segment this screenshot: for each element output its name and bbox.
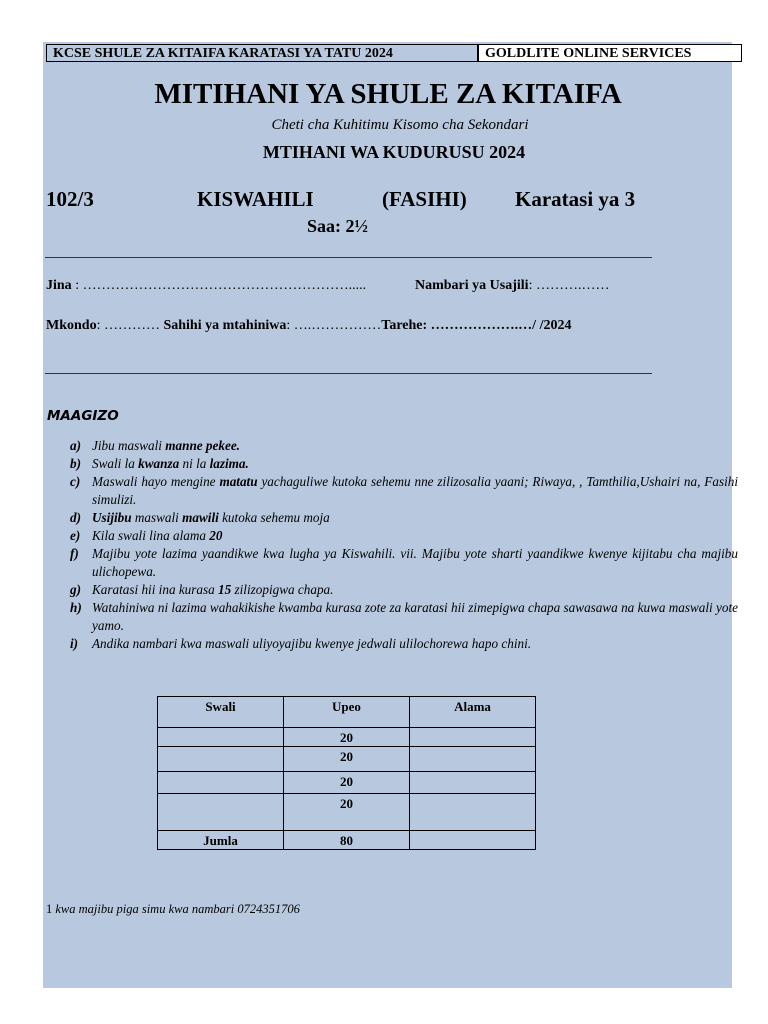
instruction-text: Kila swali lina alama [92,528,210,543]
page-title: MITIHANI YA SHULE ZA KITAIFA [154,78,622,110]
instruction-text: Swali la [92,456,139,471]
registration-label: Nambari ya Usajili [415,278,529,293]
instruction-marker: d) [70,510,81,525]
table-cell [158,772,284,794]
name-dots: : …………………………………………………..... [71,278,367,293]
instruction-marker: a) [70,438,81,453]
divider-top [45,257,652,258]
subject-name [197,187,314,212]
instruction-text: Jibu maswali [92,438,166,453]
header-publisher: GOLDLITE ONLINE SERVICES [478,44,742,62]
table-header: Upeo [284,697,410,728]
subject-label: KISWAHILI [197,187,314,211]
table-cell: 20 [284,794,410,831]
table-cell: 20 [284,747,410,772]
instruction-marker: g) [70,582,81,597]
table-row [158,794,536,831]
table-cell [410,728,536,747]
registration-dots: : ……….…… [528,278,610,293]
instruction-marker: e) [70,528,81,543]
table-cell: 20 [284,728,410,747]
footer-text: kwa majibu piga simu kwa nambari 0724351706 [52,902,300,916]
stream-dots: : ………… [96,318,164,333]
table-row [158,728,536,747]
instruction-item [46,455,738,473]
table-cell [158,747,284,772]
table-row [158,772,536,794]
instruction-text: lazima. [209,456,249,471]
signature-dots: : ….…………… [286,318,382,333]
stream-label: Mkondo [46,318,97,333]
marks-table [157,696,536,850]
exam-duration: Saa: 2½ [307,216,369,236]
instruction-marker: c) [70,474,81,489]
instruction-text: matatu [219,474,258,489]
name-label: Jina [46,278,72,293]
instruction-item [46,437,738,455]
paper-number: Karatasi ya 3 [515,187,636,211]
table-cell: Jumla [158,831,284,850]
instruction-marker: b) [70,456,81,471]
instruction-item [46,473,738,509]
instruction-item [46,527,738,545]
registration-field [415,278,609,294]
instruction-text: Watahiniwa ni lazima wahakikishe kwamba kurasa zote za karatasi hii zimepigwa chapa sawasawa na kuwa maswali yote yamo. [92,600,738,633]
header-exam-series: KCSE SHULE ZA KITAIFA KARATASI YA TATU 2024 [46,44,478,62]
table-header-row [158,697,536,728]
instruction-marker: f) [70,546,79,561]
instructions-list [46,437,738,653]
instruction-marker: h) [70,600,82,615]
instruction-item [46,581,738,599]
date-label: Tarehe: ……………….…/ /2024 [381,318,572,333]
instruction-text: maswali [131,510,183,525]
table-cell [410,772,536,794]
paper-code: 102/3 [46,187,94,211]
instruction-text: mawili [182,510,219,525]
instructions-heading: MAAGIZO [47,408,119,424]
instruction-item [46,545,738,581]
instruction-text: ni la [179,456,210,471]
stream-sign-date-fields [46,318,571,334]
table-cell: 20 [284,772,410,794]
table-row [158,747,536,772]
instruction-text: kwanza [138,456,180,471]
instruction-item [46,635,738,653]
table-cell [158,728,284,747]
instruction-text: zilizopigwa chapa. [231,582,334,597]
instruction-text: 15 [218,582,232,597]
instruction-text: Usijibu [92,510,132,525]
exam-name: MTIHANI WA KUDURUSU 2024 [262,142,526,162]
table-header: Swali [158,697,284,728]
certificate-subtitle: Cheti cha Kuhitimu Kisomo cha Sekondari [271,117,529,133]
instruction-text: kutoka sehemu moja [218,510,330,525]
footer-note [46,902,300,917]
instruction-marker: i) [70,636,79,651]
instruction-item [46,509,738,527]
instruction-item [46,599,738,635]
table-header: Alama [410,697,536,728]
instruction-text: Maswali hayo mengine [92,474,220,489]
table-cell [158,794,284,831]
instruction-text: yachaguliwe kutoka sehemu nne zilizosalia yaani; Riwaya, , Tamthilia,Ushairi na, Fasihi simulizi. [92,474,738,507]
table-cell [410,747,536,772]
table-cell: 80 [284,831,410,850]
subject-part: (FASIHI) [382,187,467,211]
table-cell [410,831,536,850]
instruction-text: 20 [209,528,223,543]
table-cell [410,794,536,831]
page-number: 1 [46,902,53,916]
signature-label: Sahihi ya mtahiniwa [163,318,287,333]
name-field [46,278,366,294]
instruction-text: manne pekee. [165,438,240,453]
instruction-text: Karatasi hii ina kurasa [92,582,219,597]
table-total-row [158,831,536,850]
instruction-text: Andika nambari kwa maswali uliyoyajibu kwenye jedwali ulilochorewa hapo chini. [92,636,532,651]
instruction-text: Majibu yote lazima yaandikwe kwa lugha ya Kiswahili. vii. Majibu yote sharti yaandikwe kwenye kijitabu cha majibu ulichopewa. [92,546,738,579]
divider-bottom [45,373,652,374]
